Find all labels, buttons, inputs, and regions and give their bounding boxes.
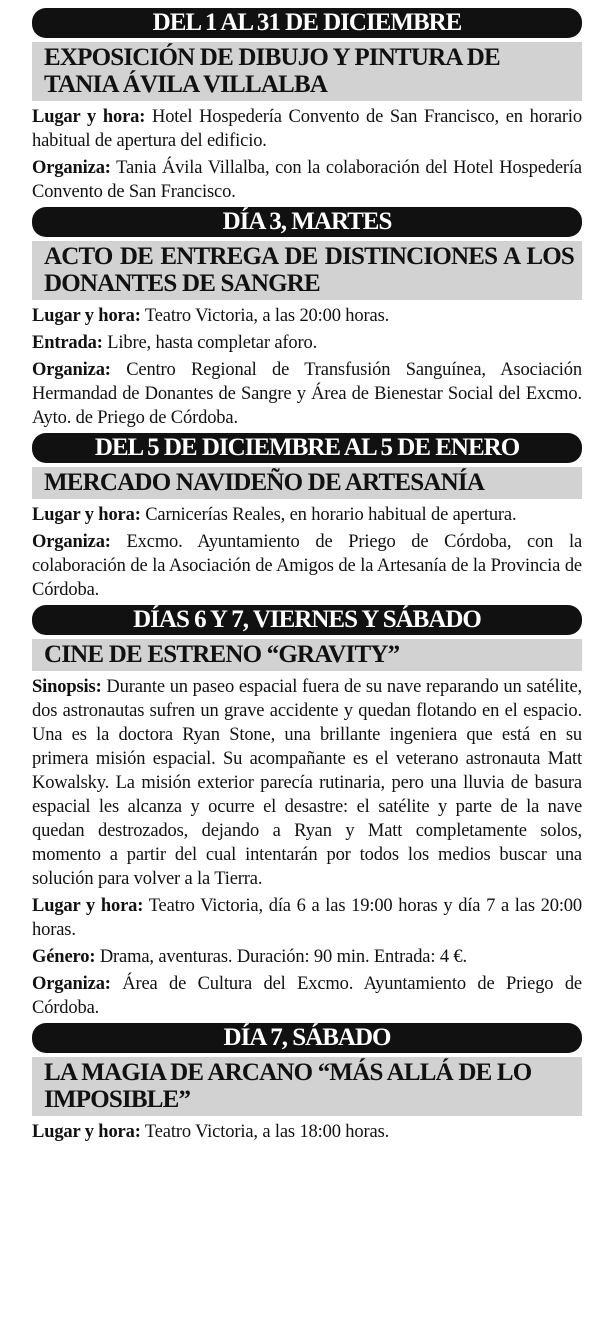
detail-label: Lugar y hora: — [32, 505, 141, 525]
event-detail — [32, 1120, 582, 1144]
event-section — [32, 605, 582, 1020]
detail-text: Teatro Victoria, día 6 a las 19:00 horas y día 7 a las 20:00 horas. — [32, 896, 583, 940]
detail-label: Organiza: — [32, 360, 111, 380]
event-detail — [32, 503, 582, 527]
event-detail — [32, 530, 582, 602]
detail-label: Lugar y hora: — [32, 1122, 141, 1142]
detail-text: Centro Regional de Transfusión Sanguínea, Asociación Hermandad de Donantes de Sangre y Área de Bienestar Social del Excmo. Ayto. de Priego de Córdoba. — [32, 360, 582, 428]
detail-text: Hotel Hospedería Convento de San Francisco, en horario habitual de apertura del edificio. — [32, 107, 583, 151]
event-detail — [32, 945, 582, 969]
date-header: DÍA 7, SÁBADO — [32, 1023, 582, 1053]
date-header: DÍA 3, MARTES — [32, 207, 582, 237]
detail-label: Sinopsis: — [32, 677, 102, 697]
event-detail — [32, 304, 582, 328]
event-section — [32, 8, 582, 204]
event-detail — [32, 675, 582, 891]
event-title: LA MAGIA DE ARCANO “MÁS ALLÁ DE LO IMPOSIBLE” — [32, 1057, 582, 1116]
event-title: EXPOSICIÓN DE DIBUJO Y PINTURA DE TANIA ÁVILA VILLALBA — [32, 42, 582, 101]
detail-text: Teatro Victoria, a las 20:00 horas. — [140, 306, 390, 326]
event-detail — [32, 105, 582, 153]
detail-label: Organiza: — [32, 158, 111, 178]
detail-text: Drama, aventuras. Duración: 90 min. Entrada: 4 €. — [95, 947, 467, 967]
detail-label: Lugar y hora: — [32, 107, 146, 127]
detail-text: Durante un paseo espacial fuera de su nave reparando un satélite, dos astronautas sufren un grave accidente y quedan flotando en el espacio. Una es la doctora Ryan Stone, una brillante ingeniera que está en su primera misión espacial. Su acompañante es el veterano astronauta Matt Kowalsky. La misión exterior parecía rutinaria, pero una lluvia de basura espacial les alcanza y ocurre el desastre: el satélite y parte de la nave quedan destrozados, dejando a Ryan y Matt completamente solos, momento a partir del cual intentarán por todos los medios buscar una solución para volver a la Tierra. — [32, 677, 582, 889]
event-section — [32, 433, 582, 602]
event-section — [32, 1023, 582, 1144]
event-section — [32, 207, 582, 430]
event-detail — [32, 972, 582, 1020]
date-header: DÍAS 6 Y 7, VIERNES Y SÁBADO — [32, 605, 582, 635]
detail-label: Entrada: — [32, 333, 103, 353]
event-title: MERCADO NAVIDEÑO DE ARTESANÍA — [32, 467, 582, 499]
event-detail — [32, 156, 582, 204]
event-detail — [32, 358, 582, 430]
date-header: DEL 5 DE DICIEMBRE AL 5 DE ENERO — [32, 433, 582, 463]
detail-text: Área de Cultura del Excmo. Ayuntamiento de Priego de Córdoba. — [32, 974, 582, 1018]
detail-text: Excmo. Ayuntamiento de Priego de Córdoba, con la colaboración de la Asociación de Amigos de la Artesanía de la Provincia de Córdoba. — [32, 532, 582, 600]
detail-text: Tania Ávila Villalba, con la colaboración del Hotel Hospedería Convento de San Francisco. — [32, 158, 582, 202]
event-title: ACTO DE ENTREGA DE DISTINCIONES A LOS DONANTES DE SANGRE — [32, 241, 582, 300]
detail-label: Lugar y hora: — [32, 896, 144, 916]
date-header: DEL 1 AL 31 DE DICIEMBRE — [32, 8, 582, 38]
event-detail — [32, 331, 582, 355]
detail-text: Carnicerías Reales, en horario habitual de apertura. — [140, 505, 517, 525]
detail-text: Libre, hasta completar aforo. — [102, 333, 318, 353]
event-title: CINE DE ESTRENO “GRAVITY” — [32, 639, 582, 671]
detail-text: Teatro Victoria, a las 18:00 horas. — [140, 1122, 390, 1142]
event-detail — [32, 894, 582, 942]
detail-label: Género: — [32, 947, 96, 967]
detail-label: Organiza: — [32, 532, 111, 552]
detail-label: Organiza: — [32, 974, 111, 994]
detail-label: Lugar y hora: — [32, 306, 141, 326]
